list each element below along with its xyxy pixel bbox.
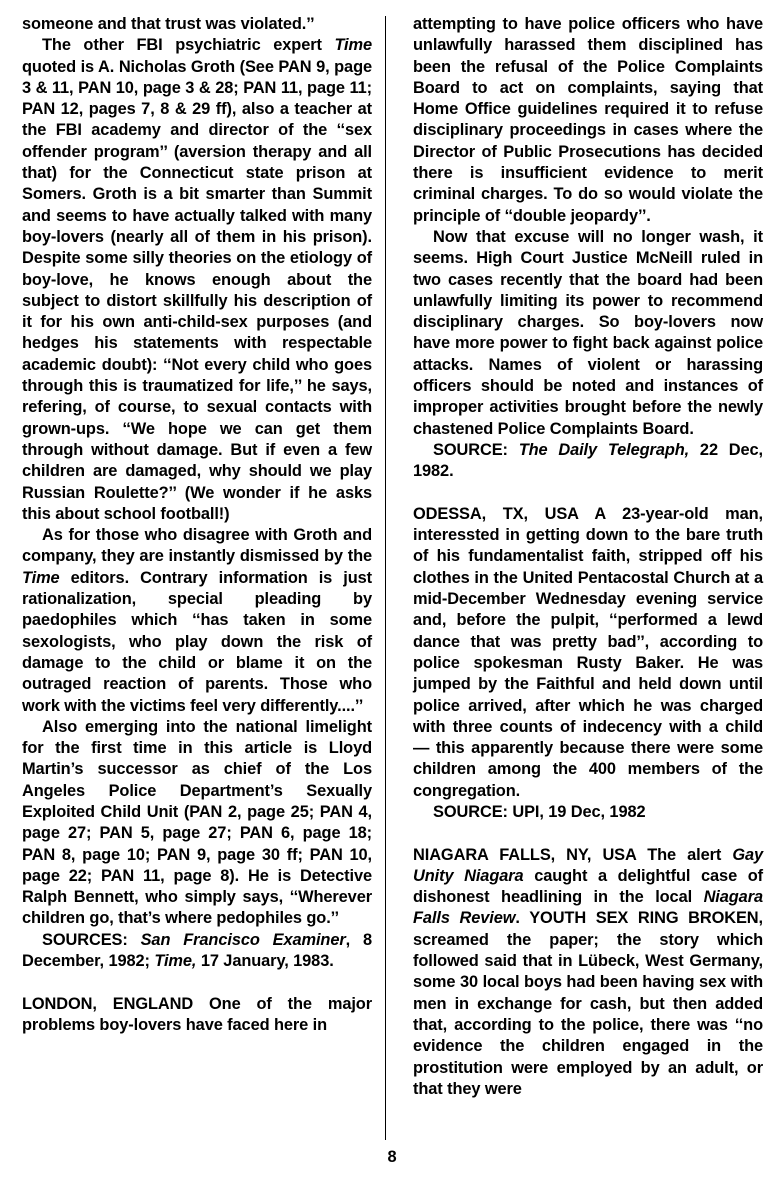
- paragraph: [413, 845, 763, 1101]
- text-run: SOURCE:: [433, 440, 519, 459]
- paragraph: [22, 930, 372, 973]
- left-column: [22, 14, 372, 1036]
- text-run: SOURCES:: [42, 930, 141, 949]
- text-run: attempting to have police officers who have unlawfully harassed them disciplined has been the refusal of the Police Complaints Board to act on complaints, saying that Home Office guidelines required it to refuse disciplinary proceedings in cases where the Director of Public Prosecutions has decided there is insufficient evidence to merit criminal charges. To do so would violate the principle of ‘‘double jeopardy’’.: [413, 15, 763, 225]
- paragraph: [22, 717, 372, 930]
- text-run: As for those who disagree with Groth and company, they are instantly dismissed by the: [22, 526, 372, 566]
- columns-container: [0, 14, 784, 1134]
- paragraph: [413, 227, 763, 440]
- text-run: SOURCE: UPI, 19 Dec, 1982: [433, 802, 646, 821]
- text-run: Also emerging into the national limelight for the first time in this article is Lloyd Martin’s successor as chief of the Los Angeles Police Department’s Sexually Exploited Child Unit (PAN 2, page 25; PAN 4, page 27; PAN 5, page 27; PAN 6, page 18; PAN 8, page 10; PAN 9, page 30 ff; PAN 10, page 22; PAN 11, page 8). He is Detective Ralph Bennett, who simply says, ‘‘Wherever children go, that’s where pedophiles go.’’: [22, 717, 372, 928]
- text-run: quoted is A. Nicholas Groth (See PAN 9, page 3 & 11, PAN 10, page 3 & 28; PAN 11, page 11; PAN 12, pages 7, 8 & 29 ff), also a teacher at the FBI academy and director of the ‘‘sex offender program’’ (aversion therapy and all that) for the Connecticut state prison at Somers. Groth is a bit smarter than Summit and seems to have actually talked with many boy-lovers (nearly all of them in his prison). Despite some silly theories on the etiology of boy-love, he knows enough about the subject to distort skillfully his description of it for his own anti-child-sex purposes (and hedges his statements with respectable academic doubt): ‘‘Not every child who goes through this is traumatized for life,’’ he says, refering, of course, to sexual contacts with grown-ups. ‘‘We hope we can get them through without damage. But if even a few children are damaged, why should we play Russian Roulette?’’ (We wonder if he asks this about school football!): [22, 57, 372, 523]
- text-run: caught a delightful case of dishonest headlining in the local: [413, 866, 763, 907]
- text-run: ODESSA, TX, USA A 23-year-old man, interessted in getting down to the bare truth of his fundamentalist faith, stripped off his clothes in the United Pentacostal Church at a mid-December Wednesday evening service and, before the pulpit, ‘‘performed a lewd dance that was pretty bad’’, according to police spokesman Rusty Baker. He was jumped by the Faithful and held down until police arrived, after which he was charged with three counts of indecency with a child — this apparently because there were some children among the 400 members of the congregation.: [413, 504, 763, 800]
- right-column: [413, 14, 763, 1100]
- italic-title-run: Time: [334, 36, 372, 55]
- page-number: 8: [387, 1148, 397, 1166]
- text-run: editors. Contrary information is just rationalization, special pleading by paedophiles which ‘‘has taken in some sexologists, who play down the risk of damage to the child or blame it on the outraged reaction of parents. Those who work with the victims feel very differently....’’: [22, 568, 372, 715]
- paragraph: [22, 525, 372, 717]
- text-run: 22 Dec, 1982.: [413, 440, 763, 481]
- paragraph: [413, 14, 763, 227]
- paragraph: [22, 14, 372, 35]
- text-run: Now that excuse will no longer wash, it seems. High Court Justice McNeill ruled in two cases recently that the board had been unlawfully limiting its power to recommend disciplinary charges. So boy-lovers now have more power to fight back against police attacks. Names of violent or harassing officers should be noted and instances of improper activities brought before the newly chastened Police Complaints Board.: [413, 227, 763, 438]
- paragraph: [22, 994, 372, 1037]
- paragraph: [413, 802, 763, 823]
- italic-title-run: San Francisco Examiner: [140, 930, 346, 949]
- text-run: , 8 December, 1982;: [22, 930, 372, 971]
- text-run: LONDON, ENGLAND One of the major problems boy-lovers have faced here in: [22, 994, 372, 1034]
- text-run: The other FBI psychiatric expert: [42, 36, 335, 55]
- paragraph: [413, 504, 763, 802]
- text-run: 17 January, 1983.: [196, 952, 334, 971]
- paragraph: [22, 35, 372, 525]
- italic-title-run: Time: [22, 568, 60, 587]
- italic-title-run: The Daily Telegraph,: [518, 440, 690, 459]
- text-run: NIAGARA FALLS, NY, USA The alert: [413, 845, 733, 864]
- text-run: someone and that trust was violated.’’: [22, 15, 315, 33]
- italic-title-run: Gay Unity Niagara: [413, 845, 763, 885]
- italic-title-run: Time,: [154, 952, 197, 971]
- text-run: . YOUTH SEX RING BROKEN, screamed the paper; the story which followed said that in Lübeck, West Germany, some 30 local boys had been having sex with men in exchange for cash, but then added that, according to the police, there was ‘‘no evidence the children engaged in the prostitution were employed by an adult, or that they were: [413, 909, 764, 1098]
- italic-title-run: Niagara Falls Review: [413, 888, 763, 928]
- paragraph: [413, 440, 763, 483]
